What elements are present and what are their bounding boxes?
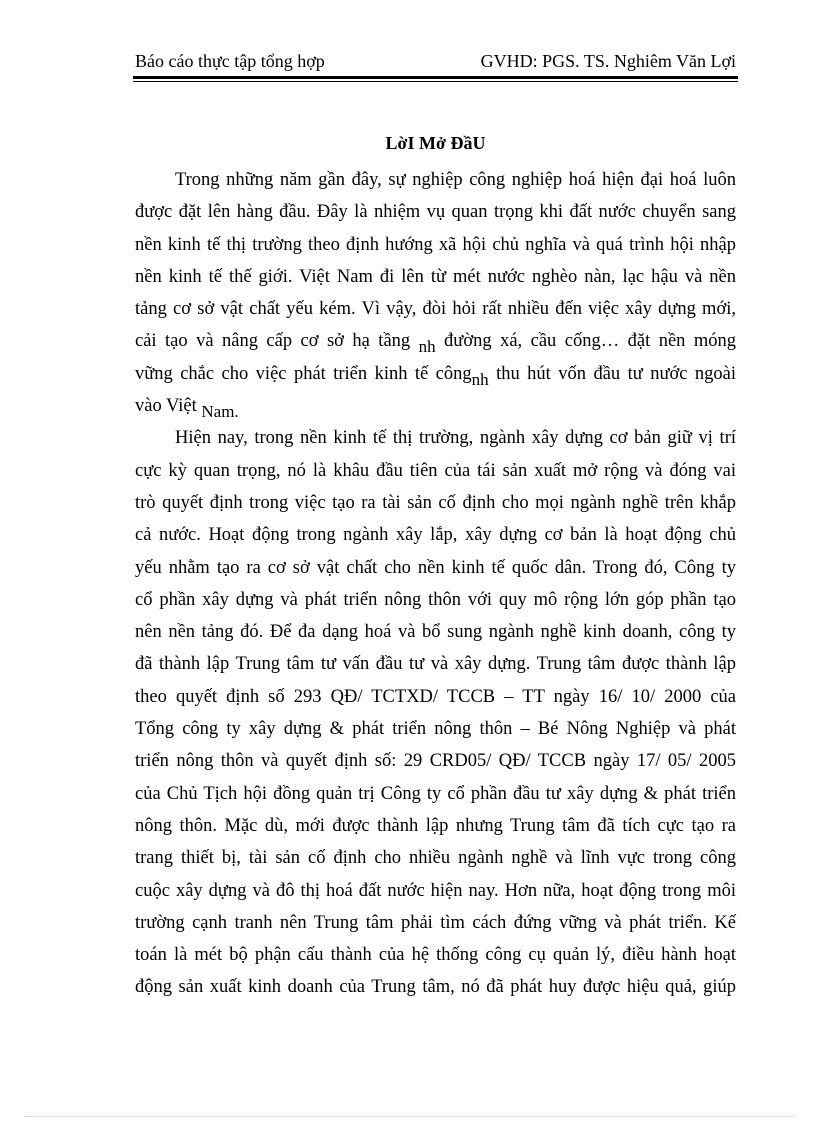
text-segment: thu hút vốn đầu tư nước ngoài [488, 363, 737, 384]
text-line: theo quyết định số 293 QĐ/ TCTXD/ TCCB – TT ngày 16/ 10/ 2000 của [135, 686, 736, 707]
document-body [135, 164, 736, 1004]
paragraph-context [135, 422, 736, 1003]
text-line: Hiện nay, trong nền kinh tế thị trường, ngành xây dựng cơ bản giữ vị trí [175, 428, 736, 449]
text-line: yếu nhằm tạo ra cơ sở vật chất cho nền kinh tế quốc dân. Trong đó, Công ty [135, 557, 736, 578]
text-segment: cải tạo và nâng cấp cơ sở hạ tầng [135, 331, 419, 352]
page-title: LờI Mở ĐầU [385, 133, 486, 153]
paragraph-intro [135, 164, 736, 422]
text-line: Trong những năm gần đây, sự nghiệp công nghiệp hoá hiện đại hoá luôn [175, 170, 736, 190]
text-line: tảng cơ sở vật chất yếu kém. Vì vậy, đòi hỏi rất nhiều đến việc xây dựng mới, [135, 299, 736, 320]
text-line [135, 325, 736, 357]
text-line: triển nông thôn và quyết định số: 29 CRD05/ QĐ/ TCCB ngày 17/ 05/ 2005 [135, 751, 736, 772]
subscript-fragment: Nam. [201, 402, 239, 422]
text-line: được đặt lên hàng đầu. Đây là nhiệm vụ quan trọng khi đất nước chuyển sang [135, 202, 736, 223]
text-line: trò quyết định trong việc tạo ra tài sản cố định cho mọi ngành nghề trên khắp [135, 492, 736, 513]
text-segment: vững chắc cho việc phát triển kinh tế công [135, 363, 472, 384]
header-divider-thin [133, 81, 738, 82]
header-divider-thick [133, 76, 738, 79]
report-title: Báo cáo thực tập tổng hợp [135, 51, 325, 71]
subscript-fragment: nh [471, 369, 489, 389]
supervisor-name: GVHD: PGS. TS. Nghiêm Văn Lợi [480, 51, 736, 71]
text-line: nền kinh tế thế giới. Việt Nam đi lên từ mét nước nghèo nàn, lạc hậu và nền [135, 266, 736, 287]
text-line [135, 390, 736, 422]
subscript-fragment: nh [418, 337, 436, 357]
text-line: cả nước. Hoạt động trong ngành xây lắp, xây dựng cơ bản là hoạt động chủ [135, 525, 736, 546]
text-line: cuộc xây dựng và đô thị hoá đất nước hiện nay. Hơn nữa, hoạt động trong môi [135, 880, 736, 901]
text-line: đã thành lập Trung tâm tư vấn đầu tư và xây dựng. Trung tâm được thành lập [135, 654, 736, 675]
text-line: Tổng công ty xây dựng & phát triển nông thôn – Bé Nông Nghiệp và phát [135, 719, 736, 740]
text-line: toán là mét bộ phận cấu thành của hệ thống công cụ quản lý, điều hành hoạt [135, 945, 736, 966]
text-line: trang thiết bị, tài sản cố định cho nhiều ngành nghề và lĩnh vực trong công [135, 848, 736, 869]
text-line: trường cạnh tranh nên Trung tâm phải tìm cách đứng vững và phát triển. Kế [135, 912, 736, 933]
text-line: nền kinh tế thị trường theo định hướng xã hội chủ nghĩa và quá trình hội nhập [135, 234, 736, 255]
page-header [135, 50, 736, 76]
text-line: của Chủ Tịch hội đồng quản trị Công ty cổ phần đầu tư xây dựng & phát triển [135, 783, 736, 804]
text-line [135, 358, 736, 390]
text-line: động sản xuất kinh doanh của Trung tâm, nó đã phát huy được hiệu quả, giúp [135, 977, 736, 998]
text-line: cực kỳ quan trọng, nó là khâu đầu tiên của tái sản xuất mở rộng và đóng vai [135, 460, 736, 481]
page-bottom-border [24, 1116, 794, 1117]
text-segment: vào Việt [135, 396, 202, 417]
text-line: cổ phần xây dựng và phát triển nông thôn với quy mô rộng lớn góp phần tạo [135, 589, 736, 610]
text-segment: đường xá, cầu cống… đặt nền móng [435, 331, 736, 352]
text-line: nên nền tảng đó. Để đa dạng hoá và bổ sung ngành nghề kinh doanh, công ty [135, 622, 736, 643]
text-line: nông thôn. Mặc dù, mới được thành lập nhưng Trung tâm đã tích cực tạo ra [135, 815, 736, 836]
